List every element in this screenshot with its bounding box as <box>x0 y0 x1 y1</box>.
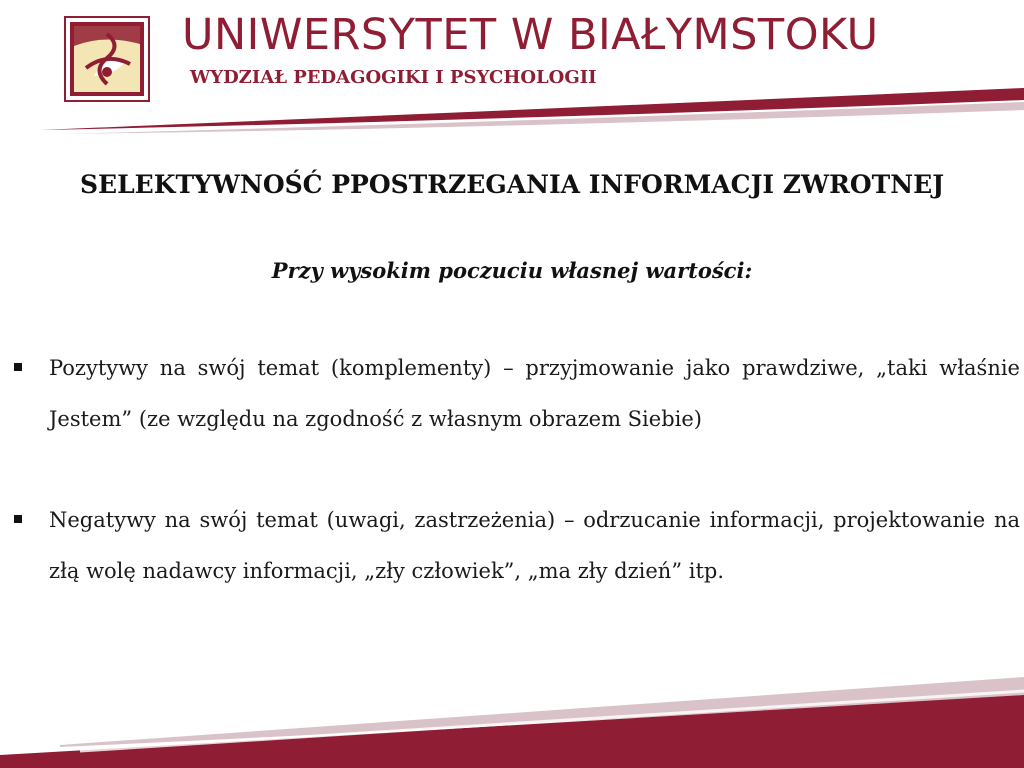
bullet-text: Negatywy na swój temat (uwagi, zastrzeżenia) – odrzucanie informacji, projektowanie na złą wolę nadawcy informacji, „zły człowiek”, „ma zły dzień” itp. <box>49 508 1020 583</box>
list-item <box>12 495 1020 597</box>
bullet-square-icon <box>14 515 22 523</box>
footer-swoosh <box>0 655 1024 768</box>
slide-subtitle: Przy wysokim poczuciu własnej wartości: <box>271 258 753 283</box>
bullet-square-icon <box>14 363 22 371</box>
slide-title: SELEKTYWNOŚĆ PPOSTRZEGANIA INFORMACJI ZWROTNEJ <box>79 170 945 199</box>
header-swoosh <box>0 80 1024 140</box>
university-name: UNIWERSYTET W BIAŁYMSTOKU <box>182 10 879 60</box>
bullet-list <box>12 343 1020 597</box>
faculty-name: WYDZIAŁ PEDAGOGIKI I PSYCHOLOGII <box>190 67 597 88</box>
bullet-text: Pozytywy na swój temat (komplementy) – przyjmowanie jako prawdziwe, „taki właśnie Jestem” (ze względu na zgodność z własnym obrazem Siebie) <box>49 356 1020 431</box>
list-item <box>12 343 1020 445</box>
slide-header <box>0 0 1024 140</box>
